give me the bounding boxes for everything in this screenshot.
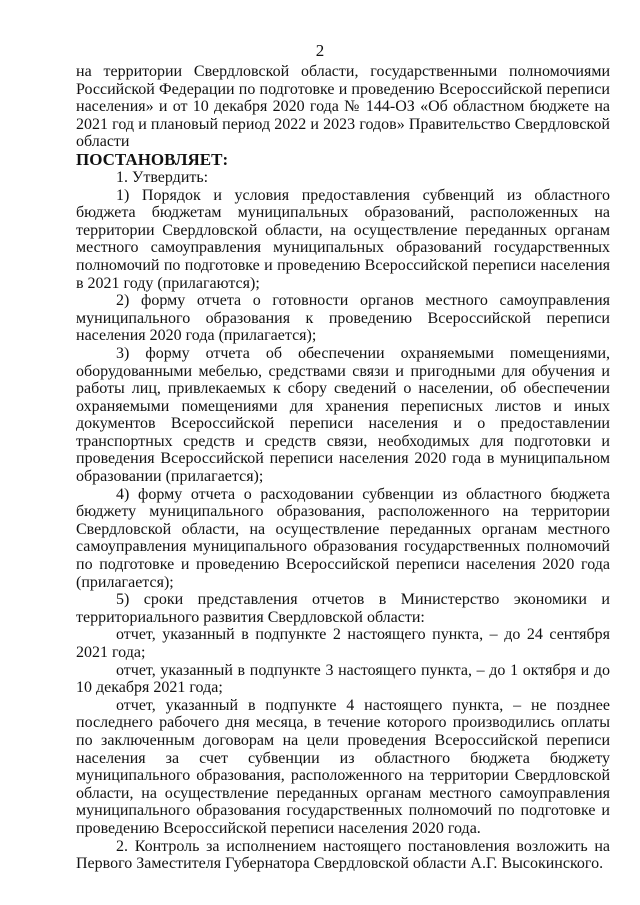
deadline-report-2: отчет, указанный в подпункте 2 настоящего пункта, – до 24 сентября 2021 года; xyxy=(76,626,610,661)
intro-paragraph: на территории Свердловской области, государственными полномочиями Российской Федерации по подготовке и проведению Всероссийской переписи населения» и от 10 декабря 2020 года № 144-ОЗ «Об областном бюджете на 2021 год и плановый период 2022 и 2023 годов» Правительство Свердловской области xyxy=(76,63,610,151)
resolution-heading: ПОСТАНОВЛЯЕТ: xyxy=(76,149,229,169)
item-2-control: 2. Контроль за исполнением настоящего постановления возложить на Первого Заместителя Губернатора Свердловской области А.Г. Высокинского. xyxy=(76,837,610,873)
subitem-2-readiness-form: 2) форму отчета о готовности органов местного самоуправления муниципального образования к проведению Всероссийской переписи населения 2020 года (прилагается); xyxy=(76,292,610,345)
page-number: 2 xyxy=(315,41,325,60)
document-body xyxy=(76,63,610,873)
deadline-report-3: отчет, указанный в подпункте 3 настоящего пункта, – до 1 октября и до 10 декабря 2021 года; xyxy=(76,661,610,697)
subitem-1-procedure: 1) Порядок и условия предоставления субвенций из областного бюджета бюджетам муниципальных образований, расположенных на территории Свердловской области, на осуществление переданных органам местного самоуправления муниципальных образований государственных полномочий по подготовке и проведению Всероссийской переписи населения в 2021 году (прилагаются); xyxy=(76,186,610,292)
subitem-3-premises-form: 3) форму отчета об обеспечении охраняемыми помещениями, оборудованными мебелью, средствами связи и пригодными для обучения и работы лиц, привлекаемых к сбору сведений о населении, об обеспечении охраняемыми помещениями для хранения переписных листов и иных документов Всероссийской переписи населения и о предоставлении транспортных средств и средств связи, необходимых для подготовки и проведения Всероссийской переписи населения 2020 года в муниципальном образовании (прилагается); xyxy=(76,344,610,486)
deadline-report-4: отчет, указанный в подпункте 4 настоящего пункта, – не позднее последнего рабочего дня месяца, в течение которого производились оплаты по заключенным договорам на цели проведения Всероссийской переписи населения за счет субвенции из областного бюджета бюджету муниципального образования, расположенного на территории Свердловской области, на осуществление переданных органам местного самоуправления муниципального образования государственных полномочий по подготовке и проведению Всероссийской переписи населения 2020 года. xyxy=(76,696,610,837)
subitem-5-deadlines: 5) сроки представления отчетов в Министерство экономики и территориального развития Свердловской области: xyxy=(76,591,610,626)
item-1-approve: 1. Утвердить: xyxy=(116,168,209,186)
subitem-4-expenditure-form: 4) форму отчета о расходовании субвенции из областного бюджета бюджету муниципального образования, расположенного на территории Свердловской области, на осуществление переданных органам местного самоуправления муниципального образования государственных полномочий по подготовке и проведению Всероссийской переписи населения 2020 года (прилагается); xyxy=(76,485,610,591)
